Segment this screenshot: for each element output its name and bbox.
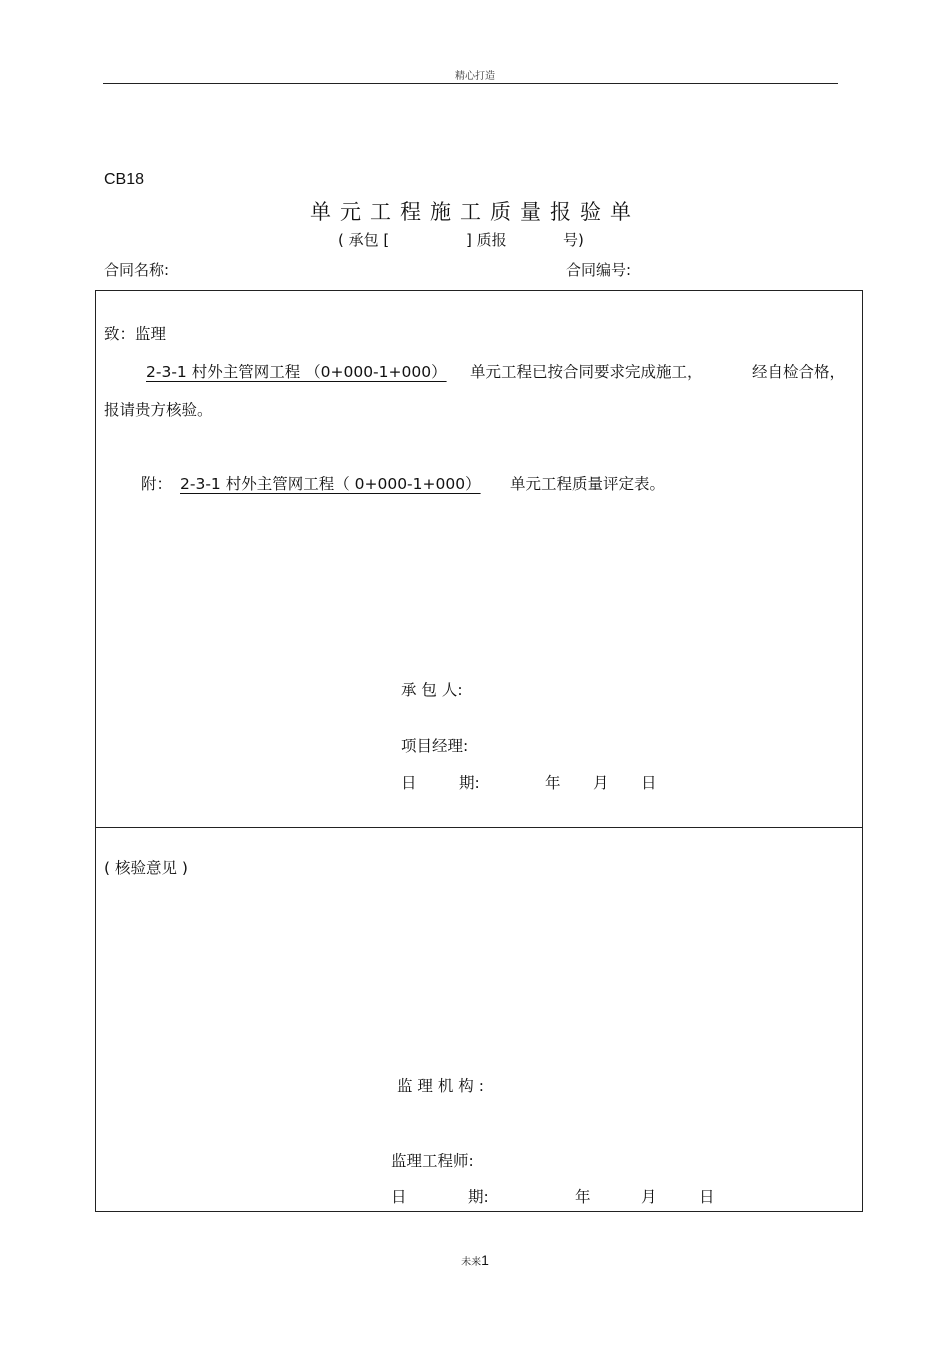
- date-year-label: 年: [545, 774, 561, 792]
- submission-date-line: [401, 771, 671, 793]
- form-code: CB18: [104, 171, 145, 188]
- contract-name-label: 合同名称:: [104, 261, 170, 279]
- page-footer: [0, 1250, 950, 1269]
- date-day-char: 日: [391, 1188, 407, 1206]
- header-divider: [103, 83, 838, 84]
- document-subtitle: [338, 229, 598, 249]
- submission-body-line1: 单元工程已按合同要求完成施工，: [470, 363, 703, 381]
- contractor-label: 承 包 人:: [401, 681, 463, 699]
- unit-project-name: 2-3-1 村外主管网工程 （0+000-1+000）: [146, 363, 447, 381]
- date-period-label: 期:: [459, 774, 480, 792]
- date-day-char: 日: [401, 774, 417, 792]
- project-manager-label: 项目经理:: [401, 737, 469, 755]
- review-section: [95, 827, 863, 1212]
- date-month-label: 月: [593, 774, 609, 792]
- contract-no-label: 合同编号:: [566, 261, 632, 279]
- date-day-label: 日: [641, 774, 657, 792]
- subtitle-open: ( 承包 [: [338, 231, 390, 249]
- attachment-label: 附：: [141, 475, 173, 493]
- document-title: 单元工程施工质量报验单: [310, 200, 640, 224]
- supervision-engineer-label: 监理工程师:: [391, 1152, 474, 1170]
- submission-body-line1-end: 经自检合格，: [752, 363, 846, 381]
- page-header: 精心打造: [455, 71, 495, 82]
- attachment-project-name: 2-3-1 村外主管网工程（ 0+000-1+000）: [180, 475, 481, 493]
- date-day-label: 日: [699, 1188, 715, 1206]
- attachment-text: 单元工程质量评定表。: [510, 475, 666, 493]
- date-year-label: 年: [575, 1188, 591, 1206]
- review-opinion-label: ( 核验意见 ): [104, 859, 188, 877]
- supervision-org-label: 监 理 机 构 :: [397, 1077, 484, 1095]
- subtitle-close: ] 质报: [466, 231, 507, 249]
- page-number: 1: [481, 1252, 489, 1268]
- date-period-label: 期:: [468, 1188, 489, 1206]
- review-date-line: [391, 1185, 721, 1207]
- submission-body-line2: 报请贵方核验。: [104, 401, 213, 419]
- footer-prefix: 未来: [461, 1257, 482, 1268]
- date-month-label: 月: [641, 1188, 657, 1206]
- addressee: 致：监理: [104, 325, 167, 343]
- subtitle-end: 号): [563, 231, 584, 249]
